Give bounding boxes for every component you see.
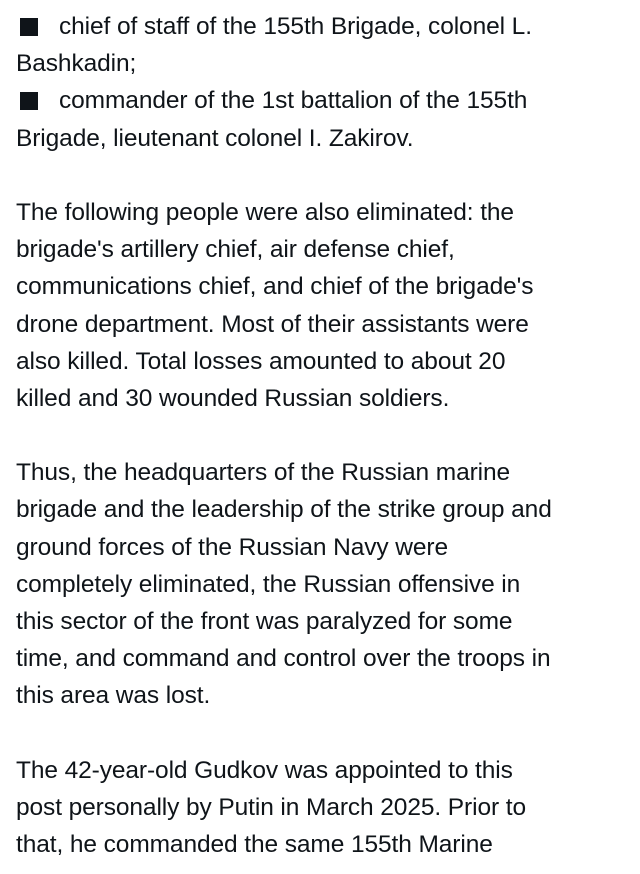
- paragraph-line: completely eliminated, the Russian offensive in: [16, 570, 521, 598]
- bullet-text: commander of the 1st battalion of the 155th: [59, 87, 528, 115]
- paragraph-line: also killed. Total losses amounted to about 20: [16, 347, 506, 375]
- bullet-text-line: Brigade, lieutenant colonel I. Zakirov.: [16, 124, 414, 152]
- paragraph-line: time, and command and control over the troops in: [16, 645, 551, 673]
- paragraph-line: post personally by Putin in March 2025. Prior to: [16, 793, 526, 821]
- article-body: [16, 8, 628, 863]
- paragraph-line: ground forces of the Russian Navy were: [16, 533, 448, 561]
- bullet-item: [16, 8, 628, 82]
- paragraph-line: The following people were also eliminated: the: [16, 198, 514, 226]
- bullet-text: chief of staff of the 155th Brigade, colonel L.: [59, 13, 532, 40]
- paragraph-line: Thus, the headquarters of the Russian marine: [16, 459, 511, 487]
- paragraph-line: killed and 30 wounded Russian soldiers.: [16, 384, 450, 412]
- bullet-first-line: [16, 82, 628, 119]
- paragraph-line: communications chief, and chief of the brigade's: [16, 273, 534, 301]
- paragraph-line: this sector of the front was paralyzed for some: [16, 608, 513, 635]
- paragraph: [16, 752, 628, 864]
- bullet-item: [16, 82, 628, 156]
- bullet-text-line: Bashkadin;: [16, 50, 137, 78]
- paragraph: [16, 454, 628, 714]
- paragraph: [16, 194, 628, 417]
- paragraph-line: brigade and the leadership of the strike group and: [16, 496, 552, 524]
- paragraph-gap: [16, 157, 628, 194]
- paragraph-line: this area was lost.: [16, 682, 211, 710]
- paragraph-line: that, he commanded the same 155th Marine: [16, 831, 493, 859]
- square-bullet-icon: [20, 18, 38, 36]
- bullet-first-line: [16, 8, 628, 45]
- paragraph-gap: [16, 417, 628, 454]
- paragraph-line: drone department. Most of their assistants were: [16, 310, 529, 338]
- square-bullet-icon: [20, 92, 38, 110]
- paragraph-line: The 42-year-old Gudkov was appointed to this: [16, 756, 513, 784]
- paragraph-gap: [16, 715, 628, 752]
- paragraph-line: brigade's artillery chief, air defense chief,: [16, 236, 455, 264]
